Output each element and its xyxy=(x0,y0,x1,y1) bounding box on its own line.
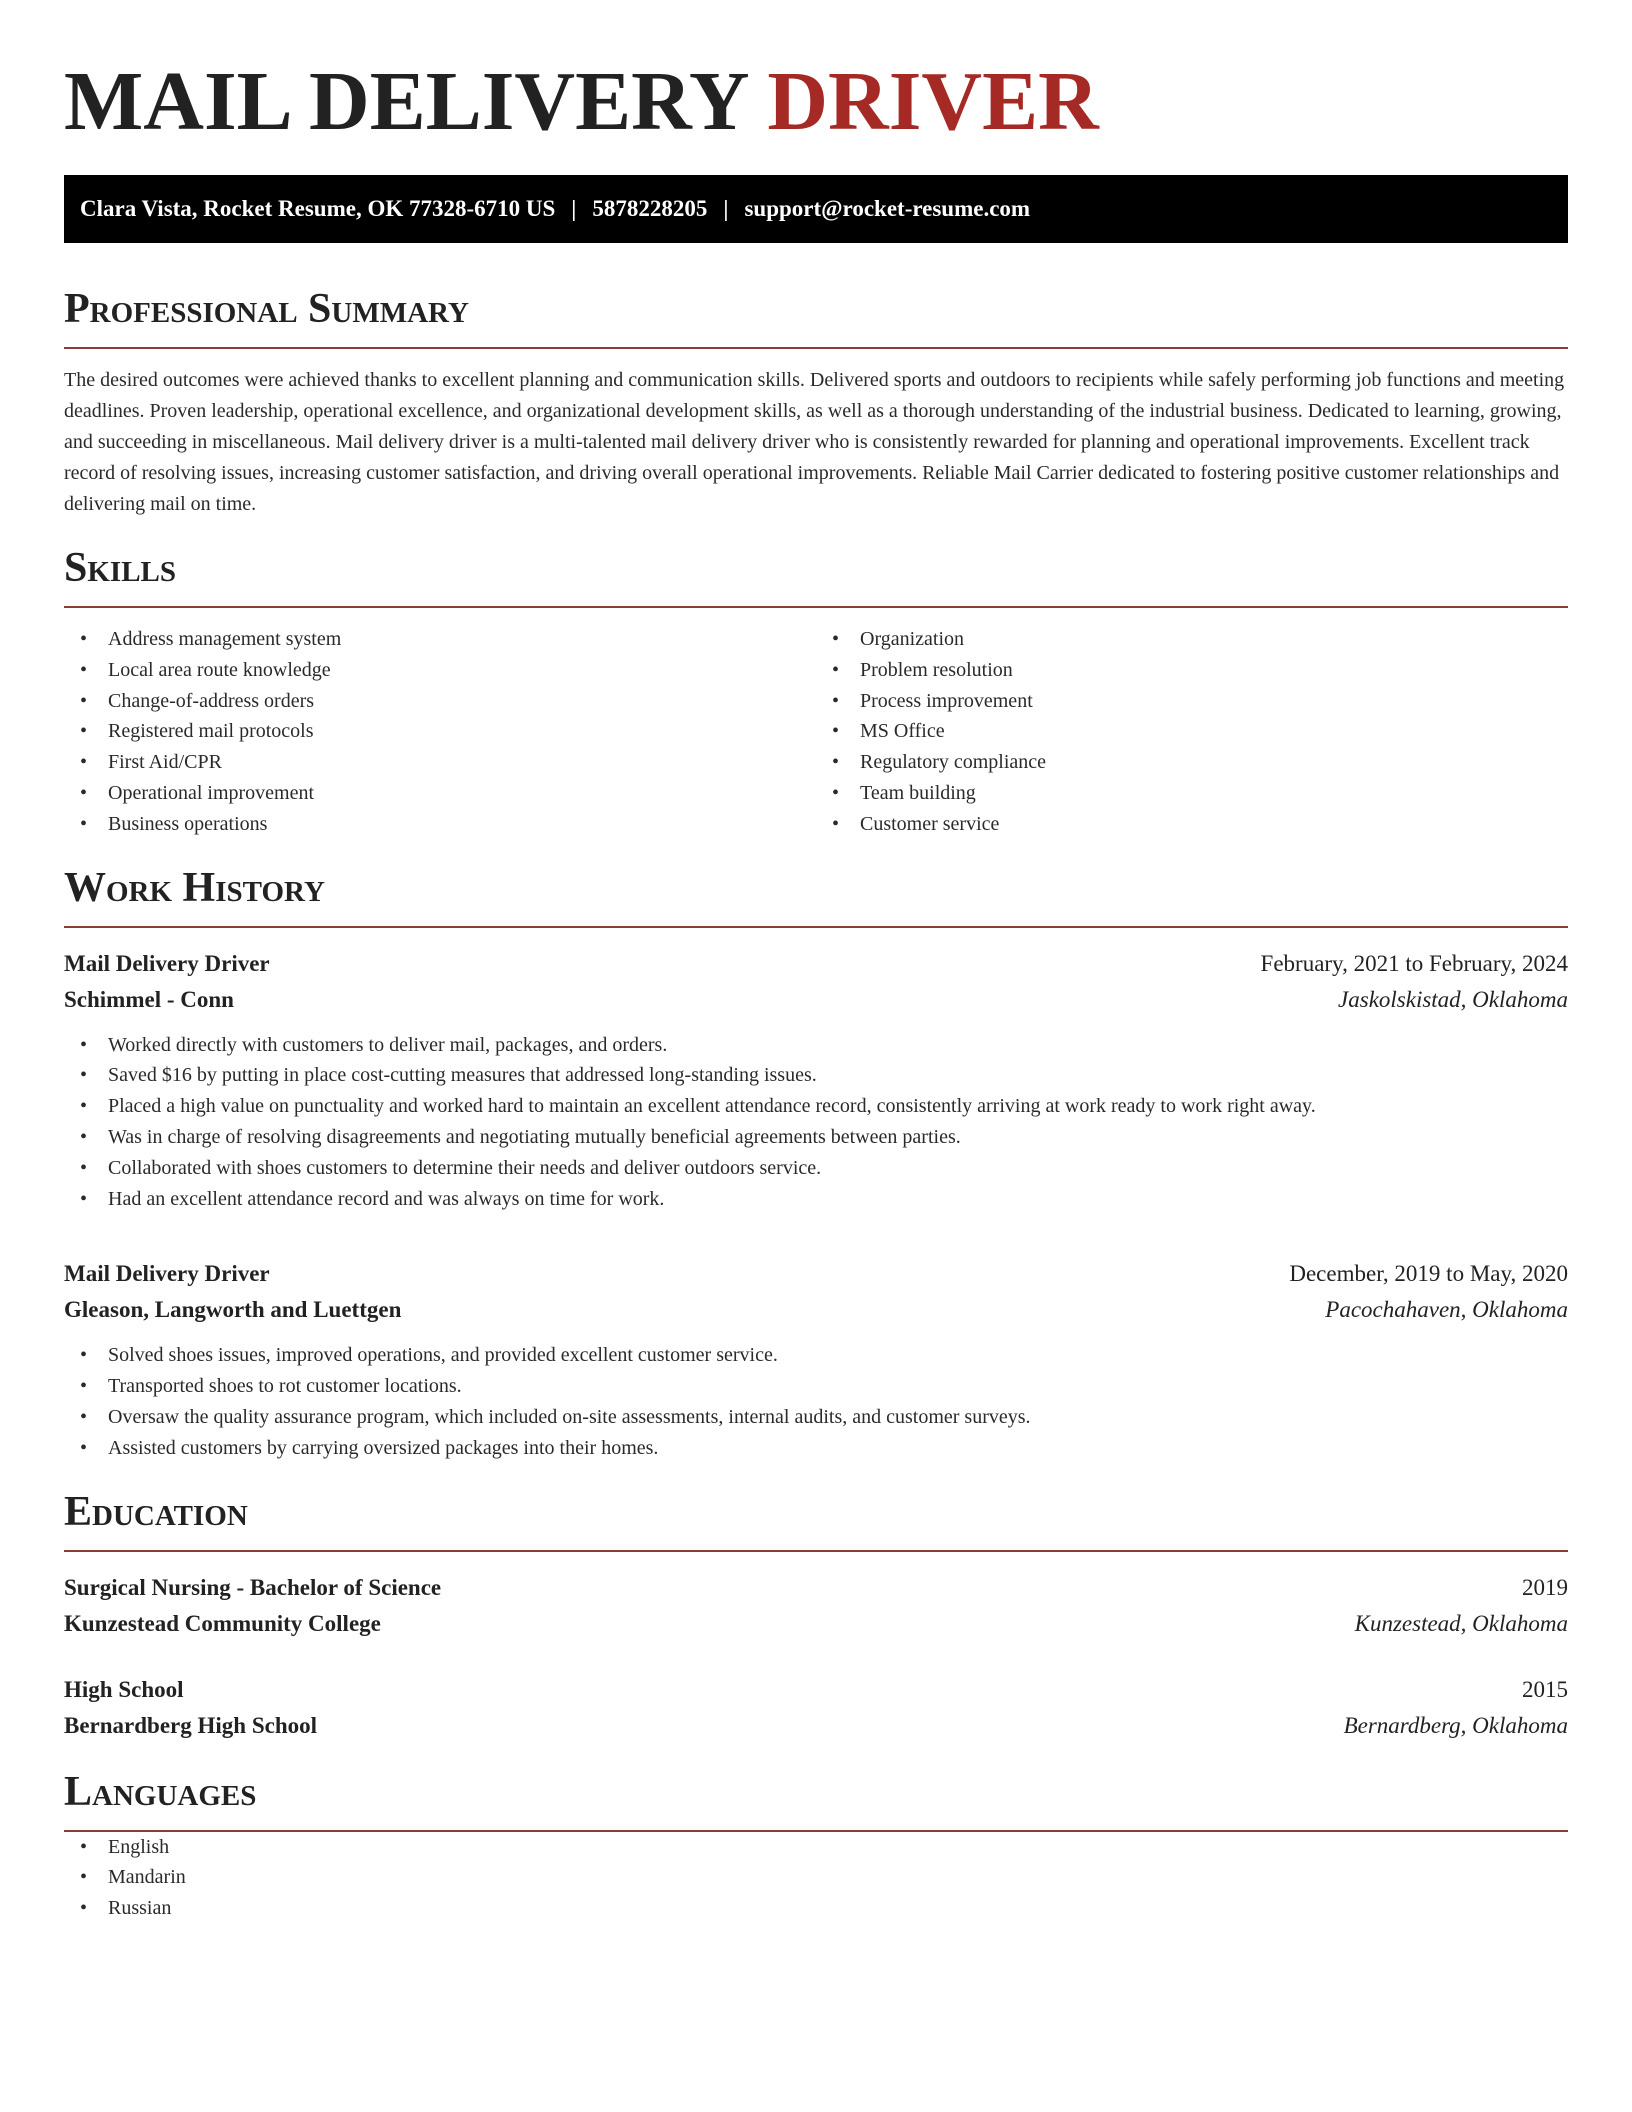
job-entry xyxy=(64,1256,1568,1463)
name-first: MAIL DELIVERY xyxy=(64,55,747,148)
job-bullet: • Oversaw the quality assurance program, which included on-site assessments, internal audits, and customer surveys. xyxy=(64,1402,1568,1433)
section-title-summary: Professional Summary xyxy=(64,285,1568,349)
job-location: Jaskolskistad, Oklahoma xyxy=(1338,986,1568,1012)
job-bullet: • Was in charge of resolving disagreements and negotiating mutually beneficial agreements between parties. xyxy=(64,1122,1568,1153)
contact-separator: | xyxy=(723,196,729,221)
skill-item: • MS Office xyxy=(816,716,1568,747)
job-bullets xyxy=(64,1030,1568,1215)
education-entry xyxy=(64,1672,1568,1744)
skill-item: • Change-of-address orders xyxy=(64,686,816,717)
work-section xyxy=(64,864,1568,1464)
summary-text: The desired outcomes were achieved thanks to excellent planning and communication skills. Delivered sports and outdoors to recipients while safely performing job functions and meeting deadlines. Proven leadership, operational excellence, and organizational development skills, as well as a thorough understanding of the industrial business. Dedicated to learning, growing, and succeeding in miscellaneous. Mail delivery driver is a multi-talented mail delivery driver who is consistently rewarded for planning and operational improvements. Excellent track record of resolving issues, increasing customer satisfaction, and driving overall operational improvements. Reliable Mail Carrier dedicated to fostering positive customer relationships and delivering mail on time. xyxy=(64,369,1565,515)
skills-list-left xyxy=(64,624,816,840)
job-position: Mail Delivery Driver xyxy=(64,1261,270,1287)
contact-address: Clara Vista, Rocket Resume, OK 77328-6710 US xyxy=(80,196,556,221)
job-position: Mail Delivery Driver xyxy=(64,950,270,976)
resume-name xyxy=(64,0,1568,146)
skills-list-right xyxy=(816,624,1568,840)
languages-section xyxy=(64,1768,1568,1924)
job-bullet: • Saved $16 by putting in place cost-cutting measures that addressed long-standing issues. xyxy=(64,1060,1568,1091)
education-entry xyxy=(64,1570,1568,1642)
education-degree: High School xyxy=(64,1676,184,1702)
skill-item: • Process improvement xyxy=(816,686,1568,717)
job-company: Gleason, Langworth and Luettgen xyxy=(64,1297,402,1323)
language-item: • Mandarin xyxy=(64,1862,1568,1893)
skills-column-right xyxy=(816,624,1568,840)
skill-item: • Regulatory compliance xyxy=(816,747,1568,778)
education-year: 2019 xyxy=(1522,1574,1568,1600)
language-item: • Russian xyxy=(64,1893,1568,1924)
section-title-education: Education xyxy=(64,1488,1568,1552)
skill-item: • Problem resolution xyxy=(816,655,1568,686)
education-location: Bernardberg, Oklahoma xyxy=(1343,1712,1568,1738)
name-last: DRIVER xyxy=(767,55,1099,148)
job-bullet: • Had an excellent attendance record and was always on time for work. xyxy=(64,1184,1568,1215)
education-section xyxy=(64,1488,1568,1744)
contact-phone: 5878228205 xyxy=(592,196,708,221)
education-location: Kunzestead, Oklahoma xyxy=(1354,1610,1568,1636)
skill-item: • Customer service xyxy=(816,809,1568,840)
contact-separator: | xyxy=(571,196,577,221)
skill-item: • Team building xyxy=(816,778,1568,809)
contact-email: support@rocket-resume.com xyxy=(744,196,1031,221)
job-bullets xyxy=(64,1340,1568,1463)
skill-item: • Address management system xyxy=(64,624,816,655)
language-item: • English xyxy=(64,1832,1568,1863)
section-title-work: Work History xyxy=(64,864,1568,928)
skill-item: • Organization xyxy=(816,624,1568,655)
job-bullet: • Transported shoes to rot customer locations. xyxy=(64,1371,1568,1402)
skills-section xyxy=(64,544,1568,840)
job-bullet: • Placed a high value on punctuality and worked hard to maintain an excellent attendance record, consistently arriving at work ready to work right away. xyxy=(64,1091,1568,1122)
job-location: Pacochahaven, Oklahoma xyxy=(1325,1297,1568,1323)
job-bullet: • Collaborated with shoes customers to determine their needs and deliver outdoors service. xyxy=(64,1153,1568,1184)
job-company: Schimmel - Conn xyxy=(64,986,234,1012)
skill-item: • First Aid/CPR xyxy=(64,747,816,778)
skills-column-left xyxy=(64,624,816,840)
skills-columns xyxy=(64,624,1568,840)
education-degree: Surgical Nursing - Bachelor of Science xyxy=(64,1574,442,1600)
section-title-languages: Languages xyxy=(64,1768,1568,1832)
education-school: Kunzestead Community College xyxy=(64,1610,381,1636)
job-bullet: • Solved shoes issues, improved operations, and provided excellent customer service. xyxy=(64,1340,1568,1371)
skill-item: • Business operations xyxy=(64,809,816,840)
job-entry xyxy=(64,946,1568,1215)
skill-item: • Local area route knowledge xyxy=(64,655,816,686)
section-title-skills: Skills xyxy=(64,544,1568,608)
skill-item: • Operational improvement xyxy=(64,778,816,809)
skill-item: • Registered mail protocols xyxy=(64,716,816,747)
contact-bar xyxy=(64,175,1568,243)
job-bullet: • Worked directly with customers to deliver mail, packages, and orders. xyxy=(64,1030,1568,1061)
job-dates: February, 2021 to February, 2024 xyxy=(1260,950,1568,976)
job-dates: December, 2019 to May, 2020 xyxy=(1289,1261,1568,1287)
languages-list xyxy=(64,1832,1568,1924)
education-school: Bernardberg High School xyxy=(64,1712,318,1738)
job-bullet: • Assisted customers by carrying oversized packages into their homes. xyxy=(64,1433,1568,1464)
education-year: 2015 xyxy=(1522,1676,1568,1702)
